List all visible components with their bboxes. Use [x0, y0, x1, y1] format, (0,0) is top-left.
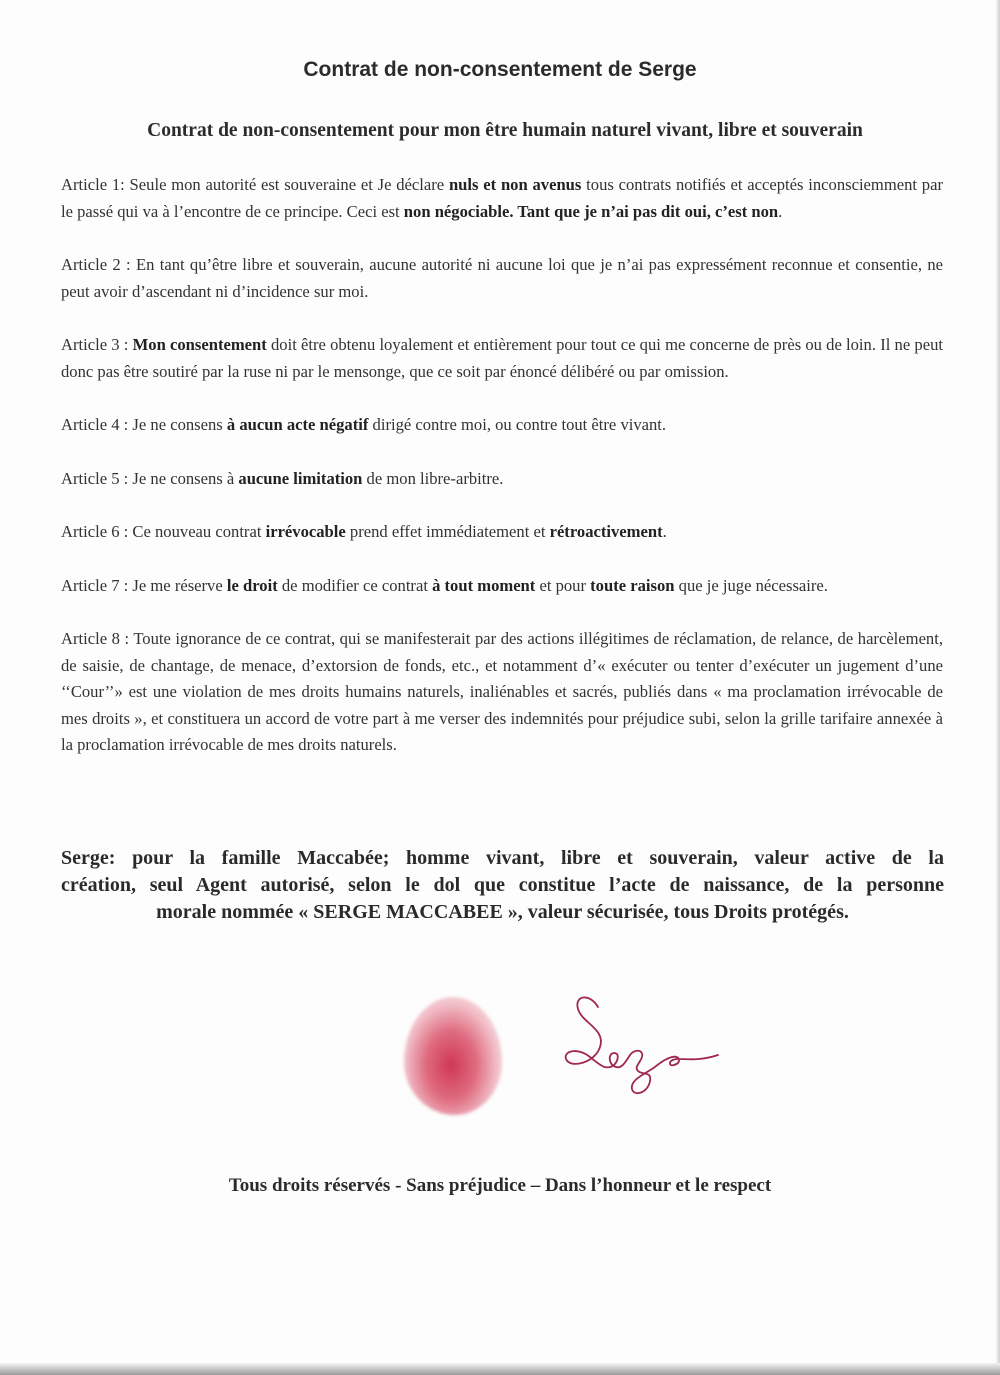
article-text: Article 2 : En tant qu’être libre et souverain, aucune autorité ni aucune loi que je n’ai pas expressément reconnue et consentie, ne peut avoir d’ascendant ni d’incidence sur moi.	[61, 255, 943, 301]
article-text: prend effet immédiatement et	[345, 522, 550, 541]
article-text: Article 4 : Je ne consens	[61, 415, 227, 434]
article-emphasis: nuls et non avenus	[448, 175, 582, 194]
handwritten-signature	[560, 985, 730, 1115]
article-text: de mon libre-arbitre.	[362, 468, 504, 488]
article-7	[61, 573, 943, 600]
articles-list	[61, 172, 943, 786]
article-text: tous contrats notifiés et acceptés inconsciemment par le passé qui va à l’encontre de ce principe. Ceci est	[61, 175, 943, 221]
article-text: .	[662, 522, 667, 541]
article-text: Article 5 : Je ne consens à	[61, 468, 239, 488]
signature-area	[400, 985, 740, 1125]
article-text: Article 6 : Ce nouveau contrat	[61, 522, 266, 541]
article-text: Article 3 :	[61, 335, 133, 354]
article-emphasis: irrévocable	[265, 522, 346, 541]
article-text: de modifier ce contrat	[277, 575, 433, 595]
article-text: Article 8 : Toute ignorance de ce contrat, qui se manifesterait par des actions illégitimes de réclamation, de relance, de harcèlement, de saisie, de chantage, de menace, d’extorsion de fonds, etc., et notamment d’« exécuter ou tenter d’exécuter un jugement d’une ‘‘Cour’’» est une violation de mes droits humains naturels, inaliénables et sacrés, publiés dans « ma proclamation irrévocable de mes droits », et constituera un accord de votre part à me verser des indemnités pour préjudice subi, selon la grille tarifaire annexée à la proclamation irrévocable de mes droits naturels.	[61, 629, 943, 754]
article-emphasis: non négociable. Tant que je n’ai pas dit oui, c’est non	[403, 201, 779, 221]
identity-line-3: morale nommée « SERGE MACCABEE », valeur sécurisée, tous Droits protégés.	[156, 901, 849, 923]
scan-edge-bottom	[0, 1363, 1000, 1375]
article-text: .	[778, 201, 783, 221]
document-title: Contrat de non-consentement de Serge	[303, 58, 697, 81]
article-emphasis: toute raison	[590, 575, 675, 595]
article-emphasis: à aucun acte négatif	[226, 415, 369, 434]
article-emphasis: le droit	[226, 575, 278, 595]
article-text: Article 1: Seule mon autorité est souveraine et Je déclare	[61, 175, 449, 194]
article-text: que je juge nécessaire.	[674, 575, 828, 595]
article-emphasis: rétroactivement	[549, 522, 663, 541]
article-8	[61, 626, 943, 759]
article-text: doit être obtenu loyalement et entièrement pour tout ce qui me concerne de près ou de loin. Il ne peut donc pas être soutiré par la ruse ni par le mensonge, que ce soit par énoncé délibéré ou par omission.	[61, 335, 943, 381]
identity-line-1: Serge: pour la famille Maccabée; homme vivant, libre et souverain, valeur active de la	[61, 847, 944, 869]
document-footer: Tous droits réservés - Sans préjudice – Dans l’honneur et le respect	[228, 1175, 772, 1196]
article-2	[61, 252, 943, 305]
article-text: Article 7 : Je me réserve	[61, 575, 227, 595]
article-text: dirigé contre moi, ou contre tout être vivant.	[368, 415, 667, 434]
article-4	[61, 412, 943, 439]
article-emphasis: aucune limitation	[238, 468, 363, 488]
document-subtitle: Contrat de non-consentement pour mon être humain naturel vivant, libre et souverain	[147, 120, 863, 141]
article-emphasis: Mon consentement	[132, 335, 267, 354]
fingerprint-mark	[404, 997, 502, 1115]
identity-line-2: création, seul Agent autorisé, selon le dol que constitue l’acte de naissance, de la personne	[61, 874, 944, 896]
article-emphasis: à tout moment	[432, 575, 536, 595]
scan-edge-right	[996, 0, 1000, 1375]
article-5	[61, 466, 943, 493]
article-6	[61, 519, 943, 546]
article-text: et pour	[535, 575, 591, 595]
identity-declaration	[61, 845, 944, 926]
article-1	[61, 172, 943, 225]
article-3	[61, 332, 943, 385]
